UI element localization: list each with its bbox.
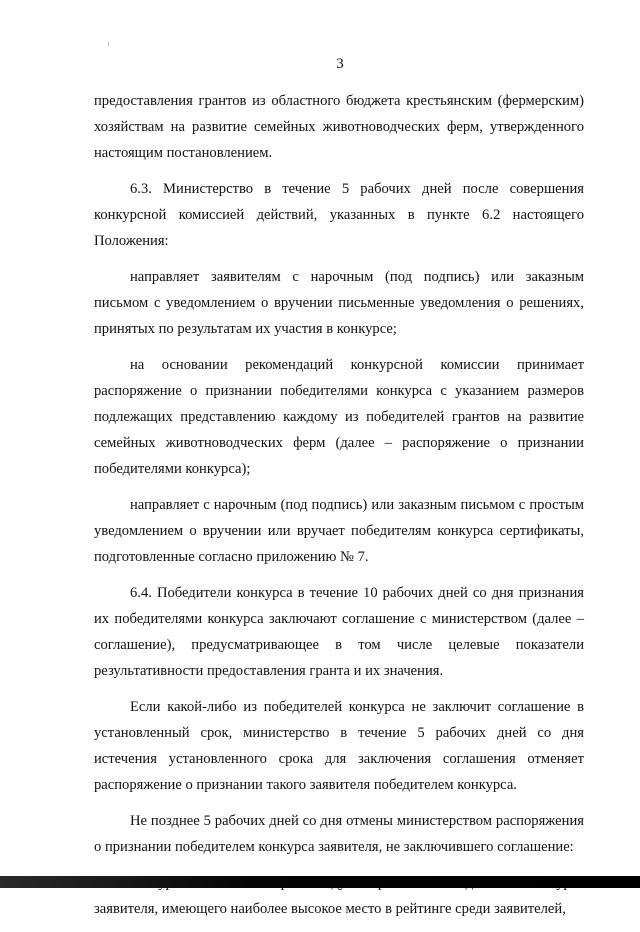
paragraph-6-4: 6.4. Победители конкурса в течение 10 рабочих дней со дня признания их победителями конкурса заключают соглашение с министерством (далее – соглашение), предусматривающее в том числе целевые показатели результативности предоставления гранта и их значения. (94, 585, 584, 679)
paragraph-certificates: направляет с нарочным (под подпись) или заказным письмом с простым уведомлением о вручении или вручает победителям конкурса сертификаты, подготовленные согласно приложению № 7. (94, 497, 584, 565)
paragraph-agreement-not-signed: Если какой-либо из победителей конкурса не заключит соглашение в установленный срок, министерство в течение 5 рабочих дней со дня истечения установленного срока для заключения соглашения отменяет распоряжение о признании такого заявителя победителем конкурса. (94, 699, 584, 793)
page-number: 3 (336, 56, 344, 72)
paragraph-commission-recommends: заявителя, имеющего наиболее высокое место в рейтинге среди заявителей, (94, 901, 566, 917)
scan-bottom-edge (0, 876, 640, 888)
paragraph-continuation: предоставления грантов из областного бюджета крестьянским (фермерским) хозяйствам на развитие семейных животноводческих ферм, утвержденного настоящим постановлением. (94, 93, 584, 161)
document-body (94, 88, 584, 932)
paragraph-order-winners: на основании рекомендаций конкурсной комиссии принимает распоряжение о признании победителями конкурса с указанием размеров подлежащих представлению каждому из победителей грантов на развитие семейных животноводческих ферм (далее – распоряжение о признании победителями конкурса); (94, 357, 584, 477)
paragraph-notify-applicants: направляет заявителям с нарочным (под подпись) или заказным письмом с уведомлением о вручении письменные уведомления о решениях, принятых по результатам их участия в конкурсе; (94, 269, 584, 337)
paragraph-deadline: Не позднее 5 рабочих дней со дня отмены министерством распоряжения о признании победителем конкурса заявителя, не заключившего соглашение: (94, 813, 584, 855)
paragraph-6-3: 6.3. Министерство в течение 5 рабочих дней после совершения конкурсной комиссией действий, указанных в пункте 6.2 настоящего Положения: (94, 181, 584, 249)
scan-artifact (108, 42, 109, 46)
